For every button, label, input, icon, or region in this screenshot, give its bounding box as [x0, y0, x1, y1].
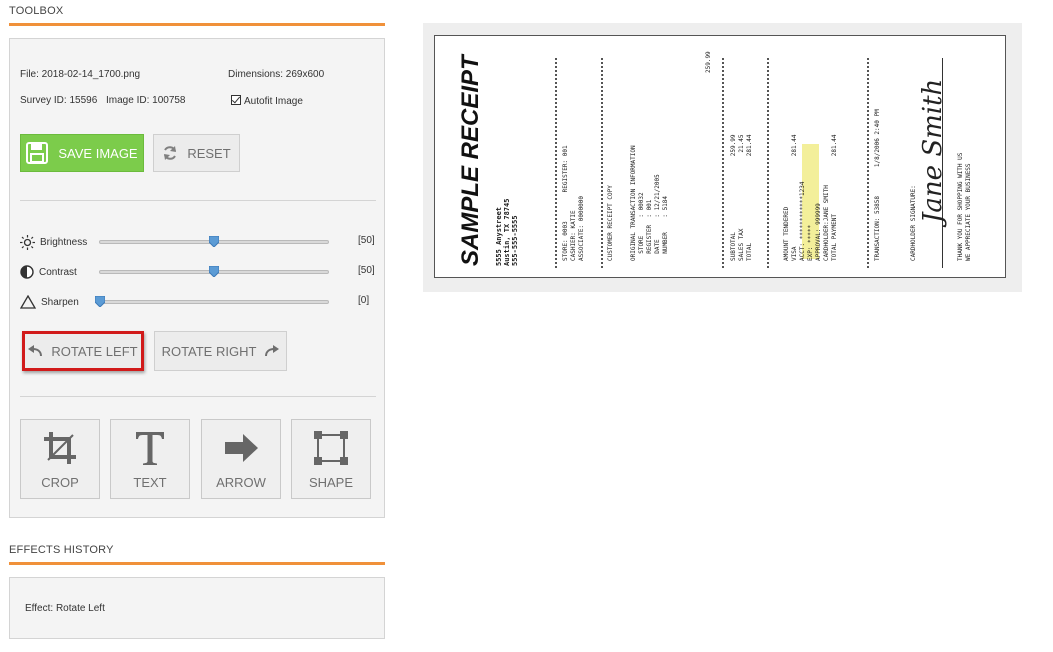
floppy-disk-icon	[26, 142, 48, 164]
toolbox-panel	[9, 38, 385, 518]
receipt-dotted-line	[767, 58, 769, 268]
receipt-title: SAMPLE RECEIPT	[457, 55, 484, 266]
receipt-address: 5555 Anystreet Austin, TX 78745 555-555-5555	[495, 198, 519, 266]
slider-thumb[interactable]	[209, 236, 219, 247]
reset-label: RESET	[187, 145, 231, 161]
sharpen-value: [0]	[358, 295, 370, 306]
receipt-tender: AMOUNT TENDERED VISA 281.44 ACCT: ************1234 EXP: ***** APPROVAL: 999999 CARDHOLDER:JANE SMITH TOTAL PAYMENT 281.44	[783, 134, 838, 261]
divider	[20, 200, 376, 201]
save-image-button[interactable]	[20, 134, 144, 172]
divider	[20, 396, 376, 397]
shape-icon	[313, 430, 349, 466]
dimensions-label: Dimensions: 269x600	[228, 69, 325, 80]
triangle-icon	[20, 295, 36, 309]
text-tool-button[interactable]	[110, 419, 190, 499]
text-icon	[134, 430, 166, 466]
autofit-label: Autofit Image	[244, 96, 303, 107]
contrast-icon	[20, 265, 34, 279]
receipt-dotted-line	[601, 58, 603, 268]
receipt-transaction: TRANSACTION: 53858 1/8/2006 2:40 PM	[874, 109, 881, 261]
rotate-left-button[interactable]	[22, 331, 144, 371]
rotate-left-label: ROTATE LEFT	[51, 343, 138, 359]
reset-button[interactable]	[153, 134, 240, 172]
receipt-totals: SUBTOTAL 259.99 SALES TAX 21.45 TOTAL 281.44	[730, 134, 753, 261]
receipt-item-amount: 259.99	[705, 51, 712, 73]
effects-history-title: EFFECTS HISTORY	[9, 544, 385, 565]
survey-id-label: Survey ID: 15596	[20, 95, 98, 106]
image-preview[interactable]	[423, 23, 1022, 292]
refresh-icon	[162, 145, 178, 161]
receipt-thanks: THANK YOU FOR SHOPPING WITH US WE APPRECIATE YOUR BUSINESS	[957, 152, 972, 261]
text-label: TEXT	[133, 475, 167, 490]
arrow-tool-button[interactable]	[201, 419, 281, 499]
receipt-signature: Jane Smith	[918, 78, 948, 224]
save-image-label: SAVE IMAGE	[58, 145, 138, 161]
sharpen-label: Sharpen	[41, 296, 79, 308]
receipt-image	[434, 35, 1006, 278]
slider-thumb[interactable]	[95, 296, 105, 307]
sun-icon	[20, 235, 35, 250]
slider-thumb[interactable]	[209, 266, 219, 277]
brightness-label: Brightness	[40, 237, 88, 248]
receipt-store-info: STORE: 0003 REGISTER: 001 CASHIER: KATIE ASSOCIATE: 0000000	[562, 145, 585, 261]
sharpen-slider[interactable]	[99, 300, 329, 304]
rotate-right-label: ROTATE RIGHT	[161, 343, 257, 359]
rotate-right-button[interactable]	[154, 331, 287, 371]
contrast-value: [50]	[358, 265, 375, 276]
crop-label: CROP	[41, 475, 79, 490]
receipt-dotted-line	[867, 58, 869, 268]
receipt-dotted-line	[722, 58, 724, 268]
checkbox-checked-icon[interactable]	[231, 95, 241, 105]
effects-history-panel	[9, 577, 385, 639]
rotate-right-icon	[265, 345, 279, 357]
arrow-icon	[223, 430, 259, 466]
sharpen-label-group	[20, 295, 79, 309]
receipt-signature-label: CARDHOLDER SIGNATURE:	[910, 185, 917, 261]
brightness-label-group	[20, 235, 87, 250]
file-name-label: File: 2018-02-14_1700.png	[20, 69, 141, 80]
receipt-dotted-line	[555, 58, 557, 268]
brightness-value: [50]	[358, 235, 375, 246]
contrast-slider[interactable]	[99, 270, 329, 274]
brightness-slider[interactable]	[99, 240, 329, 244]
crop-icon	[42, 430, 78, 466]
history-entry[interactable]: Effect: Rotate Left	[25, 603, 105, 614]
shape-label: SHAPE	[308, 475, 354, 490]
receipt-copy-line: CUSTOMER RECEIPT COPY	[607, 185, 614, 261]
crop-tool-button[interactable]	[20, 419, 100, 499]
contrast-label: Contrast	[39, 266, 77, 278]
contrast-label-group	[20, 265, 77, 279]
rotate-left-icon	[28, 345, 42, 357]
autofit-checkbox[interactable]	[231, 95, 303, 107]
shape-tool-button[interactable]	[291, 419, 371, 499]
toolbox-title: TOOLBOX	[9, 5, 385, 26]
arrow-label: ARROW	[216, 475, 266, 490]
image-id-label: Image ID: 100758	[106, 95, 186, 106]
receipt-original-info: ORIGINAL TRANSACTION INFORMATION STORE : 00032 REGISTER : 001 DATE : 12/21/2005 NUMBER : 5184	[630, 145, 669, 261]
